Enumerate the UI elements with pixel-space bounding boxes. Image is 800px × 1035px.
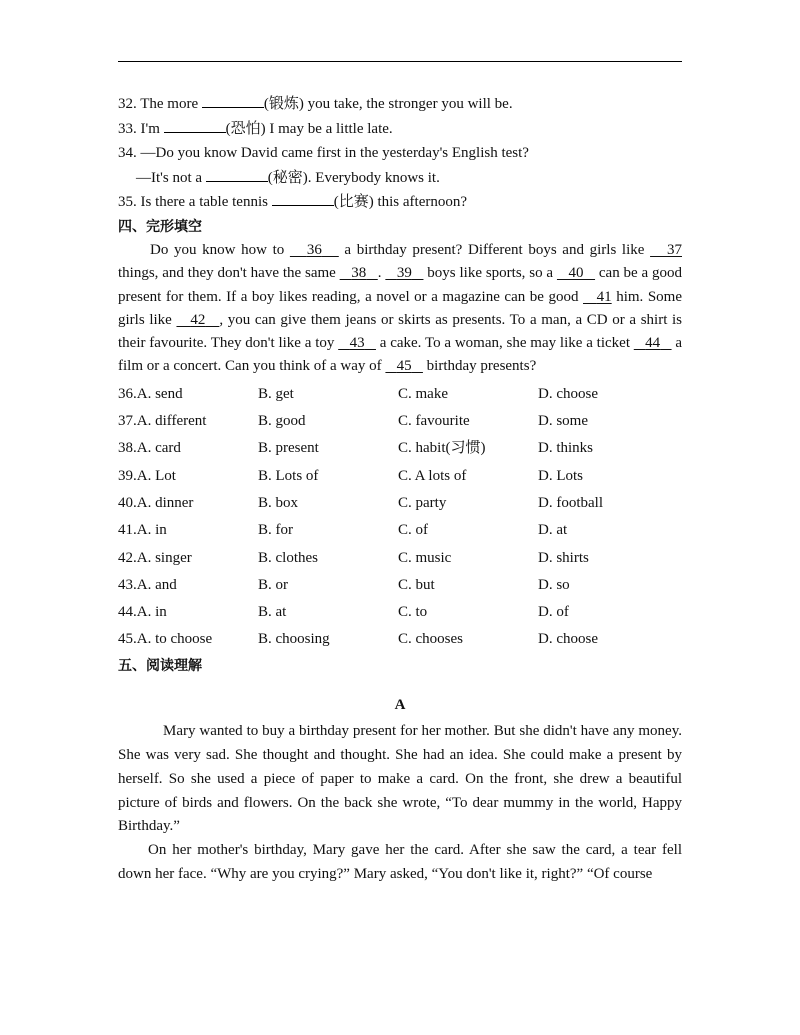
header-rule (118, 61, 682, 62)
option-c[interactable]: C. chooses (398, 631, 463, 648)
option-b[interactable]: B. for (258, 522, 293, 539)
options-table (118, 381, 682, 654)
options-row-41 (118, 517, 682, 544)
option-d[interactable]: D. choose (538, 385, 598, 402)
option-c[interactable]: C. to (398, 604, 428, 621)
blank-43[interactable] (338, 335, 376, 351)
option-b[interactable]: B. good (258, 413, 306, 430)
option-number: 38. (118, 440, 137, 457)
option-a[interactable] (118, 599, 258, 626)
option-b[interactable]: B. at (258, 604, 287, 621)
option-c[interactable]: C. habit(习惯) (398, 440, 486, 457)
option-text: A. card (136, 440, 181, 457)
option-number: 39. (118, 467, 137, 484)
answer-blank[interactable] (206, 166, 268, 182)
question-text: —It's not a (136, 169, 203, 186)
options-row-45 (118, 626, 682, 653)
answer-blank[interactable] (202, 92, 264, 108)
blank-38[interactable] (340, 265, 378, 281)
option-d[interactable]: D. Lots (538, 467, 583, 484)
passage-text: can be a good present for them. If a boy likes reading, a novel or a magazine can be good (118, 265, 683, 305)
blank-39[interactable] (385, 265, 423, 281)
option-d[interactable]: D. shirts (538, 549, 589, 566)
option-text: A. and (136, 576, 177, 593)
option-text: A. dinner (136, 494, 194, 511)
option-d[interactable]: D. thinks (538, 440, 594, 457)
blank-number: 45 (396, 358, 412, 375)
answer-blank[interactable] (164, 117, 226, 133)
question-number: 34. (118, 145, 137, 161)
blank-45[interactable] (385, 358, 423, 374)
options-row-36 (118, 381, 682, 408)
chinese-hint: (比赛) (333, 194, 374, 210)
question-text: . Everybody knows it. (307, 169, 440, 186)
option-c[interactable]: C. but (398, 576, 435, 593)
option-d[interactable]: D. at (538, 522, 568, 539)
passage-label: A (394, 697, 406, 714)
question-32 (118, 92, 682, 117)
option-c[interactable]: C. music (398, 549, 452, 566)
question-34 (118, 141, 682, 166)
option-d[interactable]: D. football (538, 494, 603, 511)
option-number: 42. (118, 549, 137, 566)
passage-text: birthday presents? (422, 358, 537, 375)
option-text: A. send (136, 385, 183, 402)
option-d[interactable]: D. of (538, 604, 569, 621)
cloze-passage (118, 239, 682, 379)
option-b[interactable]: B. Lots of (258, 467, 319, 484)
blank-42[interactable] (176, 312, 219, 328)
blank-41[interactable] (583, 289, 612, 305)
option-a[interactable] (118, 517, 258, 544)
blank-number: 40 (568, 265, 584, 282)
blank-36[interactable] (290, 242, 339, 258)
options-row-43 (118, 572, 682, 599)
option-a[interactable] (118, 626, 258, 653)
options-row-39 (118, 463, 682, 490)
answer-blank[interactable] (272, 190, 334, 206)
passage-text: a film or a concert. Can you think of a way of (118, 335, 683, 375)
passage-paragraph-1: Mary wanted to buy a birthday present for her mother. But she didn't have any money. She was very sad. She thought and thought. She had an idea. She could make a present by herself. So she used a piece of paper to make a card. On the front, she drew a beautiful picture of birds and flowers. On the back she wrote, “To dear mummy in the world, Happy Birthday.” (118, 723, 682, 835)
option-b[interactable]: B. clothes (258, 549, 318, 566)
option-text: A. in (136, 604, 167, 621)
question-text: —Do you know David came first in the yesterday's English test? (140, 145, 529, 161)
blank-number: 44 (645, 335, 661, 352)
question-text: this afternoon? (377, 194, 468, 210)
option-a[interactable] (118, 381, 258, 408)
question-number: 35. (118, 194, 137, 210)
options-row-44 (118, 599, 682, 626)
option-a[interactable] (118, 463, 258, 490)
passage-text: Do you know how to (150, 242, 290, 258)
option-text: A. in (136, 522, 167, 539)
question-number: 33. (118, 120, 137, 137)
option-number: 44. (118, 604, 137, 621)
question-text: I may be a little late. (269, 120, 393, 137)
section-title-cloze: 四、完形填空 (118, 218, 202, 235)
document-body (118, 92, 682, 887)
passage-text: , you can give them jeans or skirts as presents. To a man, a CD or a shirt is their favourite. They don't like a toy (118, 311, 683, 352)
passage-text: . (377, 265, 386, 282)
option-number: 43. (118, 576, 137, 593)
option-c[interactable]: C. party (398, 494, 447, 511)
question-34-reply (118, 166, 682, 191)
passage-text: a cake. To a woman, she may like a ticket (375, 335, 634, 352)
section-title-reading: 五、阅读理解 (118, 657, 202, 674)
passage-text: a birthday present? Different boys and girls like (338, 242, 651, 258)
option-text: A. to choose (136, 631, 213, 648)
option-number: 37. (118, 413, 137, 430)
blank-number: 42 (190, 311, 206, 328)
question-text: Is there a table tennis (140, 194, 268, 210)
option-number: 40. (118, 494, 137, 511)
option-number: 45. (118, 631, 137, 648)
blank-number: 36 (306, 242, 322, 258)
question-33 (118, 117, 682, 142)
option-a[interactable] (118, 408, 258, 435)
option-c[interactable]: C. A lots of (398, 467, 467, 484)
question-text: you take, the stronger you will be. (307, 96, 513, 112)
blank-number: 38 (351, 265, 367, 282)
option-d[interactable]: D. so (538, 576, 570, 593)
chinese-hint: (锻炼) (263, 96, 304, 112)
option-b[interactable]: B. box (258, 494, 299, 511)
option-text: A. different (136, 413, 207, 430)
blank-37[interactable] (650, 242, 682, 258)
option-b[interactable]: B. present (258, 440, 319, 457)
option-d[interactable]: D. choose (538, 631, 598, 648)
options-row-38 (118, 435, 682, 462)
option-text: A. Lot (136, 467, 176, 484)
options-row-40 (118, 490, 682, 517)
blank-44[interactable] (634, 335, 672, 351)
option-c[interactable]: C. make (398, 385, 448, 402)
blank-number: 39 (396, 265, 412, 282)
passage-text: him. Some girls like (118, 288, 682, 328)
option-a[interactable] (118, 435, 258, 462)
blank-number: 41 (596, 288, 612, 305)
option-b[interactable]: B. get (258, 385, 294, 402)
passage-text: things, and they don't have the same (118, 265, 340, 282)
options-row-42 (118, 545, 682, 572)
chinese-hint: (秘密) (267, 169, 308, 186)
passage-text: boys like sports, so a (423, 265, 557, 282)
option-number: 41. (118, 522, 137, 539)
option-b[interactable]: B. choosing (258, 631, 330, 648)
passage-paragraph-2: On her mother's birthday, Mary gave her the card. After she saw the card, a tear fell down her face. “Why are you crying?” Mary asked, “You don't like it, right?” “Of course (118, 842, 682, 883)
option-d[interactable]: D. some (538, 413, 588, 430)
option-c[interactable]: C. of (398, 522, 428, 539)
option-c[interactable]: C. favourite (398, 413, 470, 430)
option-number: 36. (118, 385, 137, 402)
blank-number: 43 (349, 335, 365, 352)
question-number: 32. (118, 96, 137, 112)
question-35 (118, 190, 682, 215)
blank-number: 37 (667, 242, 682, 258)
option-text: A. singer (136, 549, 192, 566)
blank-40[interactable] (557, 265, 595, 281)
chinese-hint: (恐怕) (225, 120, 266, 137)
option-a[interactable] (118, 490, 258, 517)
option-a[interactable] (118, 572, 258, 599)
option-b[interactable]: B. or (258, 576, 288, 593)
option-a[interactable] (118, 545, 258, 572)
options-row-37 (118, 408, 682, 435)
question-text: I'm (140, 120, 160, 137)
question-text: The more (140, 96, 199, 112)
